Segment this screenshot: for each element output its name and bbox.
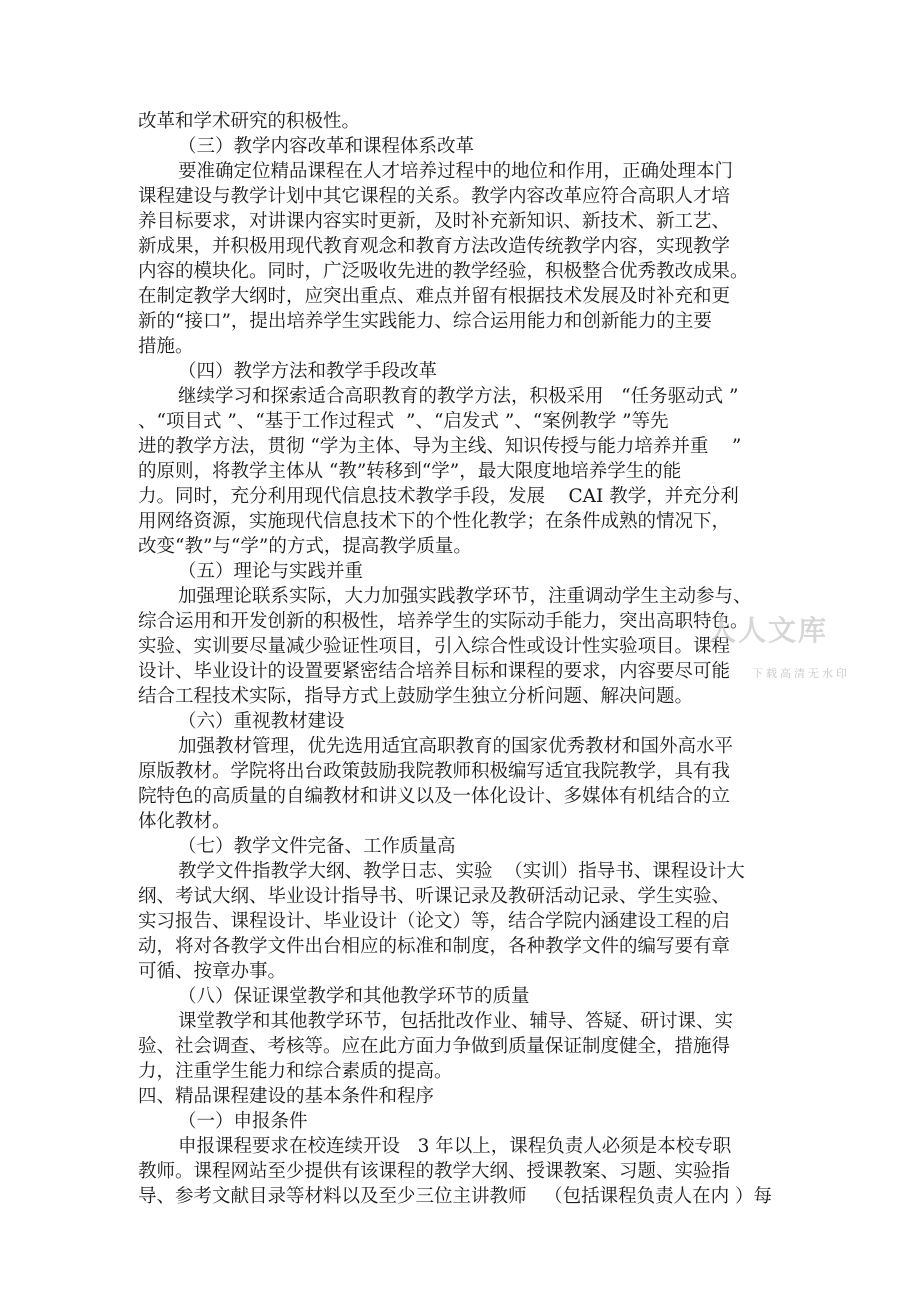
body-text-line: 教师。课程网站至少提供有该课程的教学大纲、授课教案、习题、实验指: [138, 1161, 731, 1182]
body-text-line: 改革和学术研究的积极性。: [138, 111, 361, 132]
body-text-line: 设计、毕业设计的设置要紧密结合培养目标和课程的要求，内容要尽可能: [138, 661, 731, 682]
body-text-line: 新成果，并积极用现代教育观念和教育方法改造传统教学内容，实现教学: [138, 236, 731, 257]
body-text-line: 改变“教”与“学”的方式，提高教学质量。: [138, 536, 472, 557]
body-text-line: 申报课程要求在校连续开设 3 年以上，课程负责人必须是本校专职: [178, 1136, 732, 1157]
body-text-line: 内容的模块化。同时，广泛吸收先进的教学经验，积极整合优秀教改成果。: [138, 261, 749, 282]
watermark: [700, 607, 850, 687]
body-text-line: 力，注重学生能力和综合素质的提高。: [138, 1061, 453, 1082]
body-text-line: 动，将对各教学文件出台相应的标准和制度，各种教学文件的编写要有章: [138, 936, 731, 957]
body-text-line: 实验、实训要尽量减少验证性项目，引入综合性或设计性实验项目。课程: [138, 636, 731, 657]
section-heading: （七）教学文件完备、工作质量高: [178, 836, 456, 857]
body-text-line: 在制定教学大纲时，应突出重点、难点并留有根据技术发展及时补充和更: [138, 286, 731, 307]
body-text-line: 院特色的高质量的自编教材和讲义以及一体化设计、多媒体有机结合的立: [138, 786, 731, 807]
body-text-line: 新的“接口”，提出培养学生实践能力、综合运用能力和创新能力的主要: [138, 311, 712, 332]
body-text-line: 课堂教学和其他教学环节，包括批改作业、辅导、答疑、研讨课、实: [178, 1011, 734, 1032]
body-text-line: 综合运用和开发创新的积极性，培养学生的实际动手能力，突出高职特色。: [138, 611, 749, 632]
section-heading: （五）理论与实践并重: [178, 561, 364, 582]
body-text-line: 继续学习和探索适合高职教育的教学方法，积极采用 “任务驱动式 ”: [178, 386, 739, 407]
body-text-line: 课程建设与教学计划中其它课程的关系。教学内容改革应符合高职人才培: [138, 186, 731, 207]
body-text-line: 原版教材。学院将出台政策鼓励我院教师积极编写适宜我院教学，具有我: [138, 761, 731, 782]
section-heading: （六）重视教材建设: [178, 711, 345, 732]
body-text-line: 要准确定位精品课程在人才培养过程中的地位和作用，正确处理本门: [178, 161, 734, 182]
body-text-line: 用网络资源，实施现代信息技术下的个性化教学；在条件成熟的情况下，: [138, 511, 731, 532]
body-text-line: 、“项目式 ”、“基于工作过程式 ”、“启发式 ”、“案例教学 ”等先: [138, 411, 669, 432]
section-heading: （一）申报条件: [178, 1111, 308, 1132]
watermark-caption: 下载高清无水印: [752, 667, 850, 680]
section-heading: （八）保证课堂教学和其他教学环节的质量: [178, 986, 530, 1007]
body-text-line: 导、参考文献目录等材料以及至少三位主讲教师 （包括课程负责人在内 ）每: [138, 1186, 773, 1207]
body-text-line: 的原则，将教学主体从 “教”转移到“学”，最大限度地培养学生的能: [138, 461, 682, 482]
body-text-line: 加强理论联系实际，大力加强实践教学环节，注重调动学生主动参与、: [178, 586, 752, 607]
chapter-heading: 四、精品课程建设的基本条件和程序: [138, 1086, 435, 1107]
body-text-line: 体化教材。: [138, 811, 231, 832]
body-text-line: 力。同时，充分利用现代信息技术教学手段，发展 CAI 教学，并充分利: [138, 486, 739, 507]
body-text-line: 措施。: [138, 336, 194, 357]
body-text-line: 结合工程技术实际，指导方式上鼓励学生独立分析问题、解决问题。: [138, 686, 694, 707]
body-text-line: 教学文件指教学大纲、教学日志、实验 （实训）指导书、课程设计大: [178, 861, 745, 882]
body-text-line: 纲、考试大纲、毕业设计指导书、听课记录及教研活动记录、学生实验、: [138, 886, 731, 907]
watermark-logo: 人人文库: [708, 614, 829, 647]
body-text-line: 验、社会调查、考核等。应在此方面力争做到质量保证制度健全，措施得: [138, 1036, 731, 1057]
section-heading: （三）教学内容改革和课程体系改革: [178, 136, 475, 157]
section-heading: （四）教学方法和教学手段改革: [178, 361, 438, 382]
body-text-line: 加强教材管理，优先选用适宜高职教育的国家优秀教材和国外高水平: [178, 736, 734, 757]
body-text-line: 实习报告、课程设计、毕业设计（论文）等，结合学院内涵建设工程的启: [138, 911, 731, 932]
body-text-line: 进的教学方法，贯彻 “学为主体、导为主线、知识传授与能力培养并重 ”: [138, 436, 742, 457]
body-text-line: 养目标要求，对讲课内容实时更新，及时补充新知识、新技术、新工艺、: [138, 211, 731, 232]
body-text-line: 可循、按章办事。: [138, 961, 287, 982]
